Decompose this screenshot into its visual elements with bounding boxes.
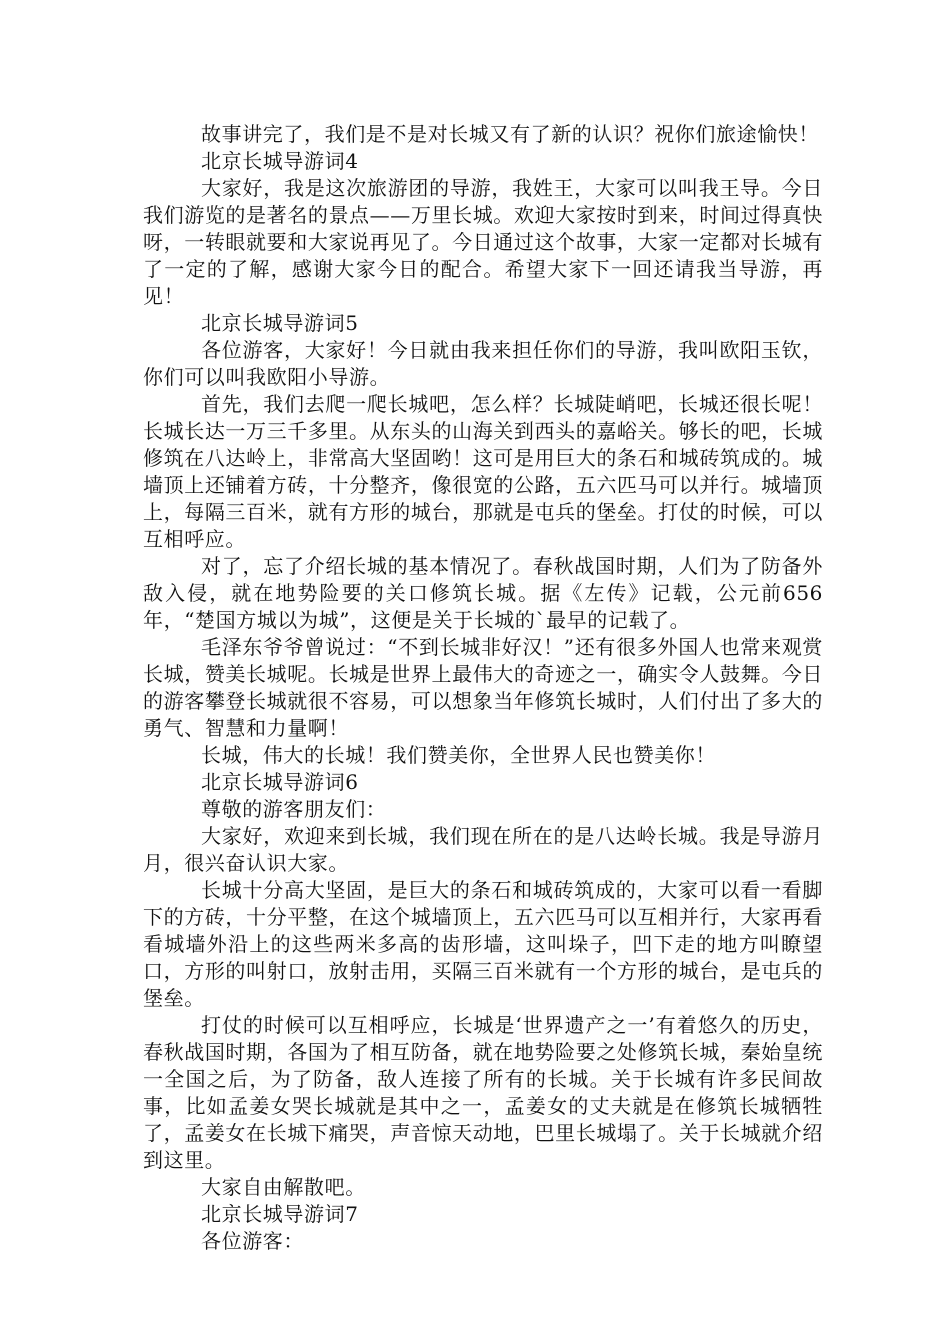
paragraph: 长城，伟大的长城！我们赞美你，全世界人民也赞美你！	[201, 743, 716, 767]
paragraph: 大家自由解散吧。	[201, 1175, 366, 1199]
paragraph: 对了，忘了介绍长城的基本情况了。春秋战国时期，人们为了防备外敌入侵，就在地势险要的关口修筑长城。据《左传》记载，公元前656年，“楚国方城以为城”，这便是关于长城的`最早的记载了。	[143, 554, 823, 632]
paragraph: 长城十分高大坚固，是巨大的条石和城砖筑成的，大家可以看一看脚下的方砖，十分平整，在这个城墙顶上，五六匹马可以互相并行，大家再看看城墙外沿上的这些两米多高的齿形墙，这叫垛子，凹下走的地方叫瞭望口，方形的叫射口，放射击用，买隔三百米就有一个方形的城台，是屯兵的堡垒。	[143, 878, 823, 1010]
section-heading: 北京长城导游词4	[201, 149, 359, 173]
paragraph: 大家好，欢迎来到长城，我们现在所在的是八达岭长城。我是导游月月，很兴奋认识大家。	[143, 824, 823, 875]
paragraph: 大家好，我是这次旅游团的导游，我姓王，大家可以叫我王导。今日我们游览的是著名的景点——万里长城。欢迎大家按时到来，时间过得真快呀，一转眼就要和大家说再见了。今日通过这个故事，大家一定都对长城有了一定的了解，感谢大家今日的配合。希望大家下一回还请我当导游，再见！	[143, 176, 823, 308]
paragraph: 各位游客：	[201, 1229, 304, 1253]
document-page	[143, 121, 823, 1255]
paragraph: 各位游客，大家好！今日就由我来担任你们的导游，我叫欧阳玉钦，你们可以叫我欧阳小导游。	[143, 338, 823, 389]
paragraph: 故事讲完了，我们是不是对长城又有了新的认识？祝你们旅途愉快！	[201, 122, 819, 146]
section-heading: 北京长城导游词7	[201, 1202, 359, 1226]
section-heading: 北京长城导游词6	[201, 770, 359, 794]
paragraph: 首先，我们去爬一爬长城吧，怎么样？长城陡峭吧，长城还很长呢！长城长达一万三千多里。从东头的山海关到西头的嘉峪关。够长的吧，长城修筑在八达岭上，非常高大坚固哟！这可是用巨大的条石和城砖筑成的。城墙顶上还铺着方砖，十分整齐，像很宽的公路，五六匹马可以并行。城墙顶上，每隔三百米，就有方形的城台，那就是屯兵的堡垒。打仗的时候，可以互相呼应。	[143, 392, 823, 551]
paragraph: 尊敬的游客朋友们：	[201, 797, 387, 821]
paragraph: 毛泽东爷爷曾说过：“不到长城非好汉！”还有很多外国人也常来观赏长城，赞美长城呢。长城是世界上最伟大的奇迹之一，确实令人鼓舞。今日的游客攀登长城就很不容易，可以想象当年修筑长城时，人们付出了多大的勇气、智慧和力量啊！	[143, 635, 823, 740]
paragraph: 打仗的时候可以互相呼应，长城是‘世界遗产之一’有着悠久的历史，春秋战国时期，各国为了相互防备，就在地势险要之处修筑长城，秦始皇统一全国之后，为了防备，敌人连接了所有的长城。关于长城有许多民间故事，比如孟姜女哭长城就是其中之一，孟姜女的丈夫就是在修筑长城牺牲了，孟姜女在长城下痛哭，声音惊天动地，巴里长城塌了。关于长城就介绍到这里。	[143, 1013, 823, 1172]
section-heading: 北京长城导游词5	[201, 311, 359, 335]
